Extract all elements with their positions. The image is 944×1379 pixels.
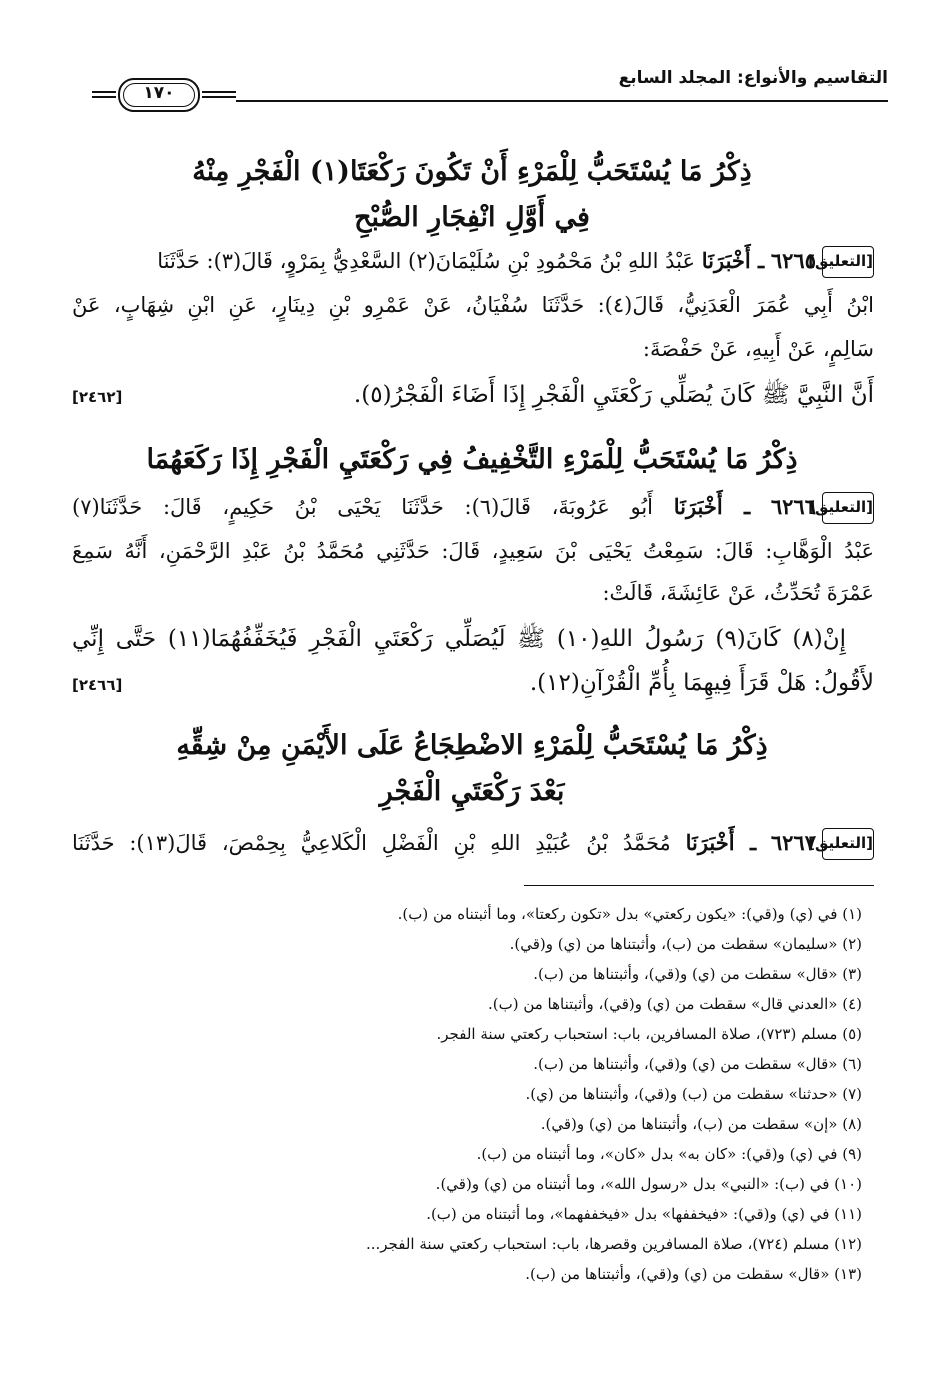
hadith-line <box>72 492 816 522</box>
footnote: (٨) «إن» سقطت من (ب)، وأثبتناها من (ي) و(قي). <box>540 1115 862 1133</box>
chapter-heading: ذِكْرُ مَا يُسْتَحَبُّ لِلْمَرْءِ الاضْطِجَاعُ عَلَى الأَيْمَنِ مِنْ شِقِّهِ <box>176 730 768 761</box>
hadith-number: ٦٢٦٦ <box>770 494 816 519</box>
footnote: (١٣) «قال» سقطت من (ي) و(قي)، وأثبتناها من (ب). <box>525 1265 862 1283</box>
hadith-line <box>72 246 816 276</box>
hadith-line: سَالِمٍ، عَنْ أَبِيهِ، عَنْ حَفْصَةَ: <box>642 337 874 361</box>
hadith-reference: [٢٤٦٢] <box>72 388 123 406</box>
chapter-heading: بَعْدَ رَكْعَتَيِ الْفَجْرِ <box>379 776 565 807</box>
footnote: (١٠) في (ب): «النبي» بدل «رسول الله»، وما أثبتناه من (ي) و(قي). <box>435 1175 862 1193</box>
footnote: (١) في (ي) و(قي): «يكون ركعتي» بدل «تكون ركعتا»، وما أثبتناه من (ب). <box>397 905 862 923</box>
header-rule-double <box>92 91 116 93</box>
hadith-line: عَبْدُ الْوَهَّابِ: قَالَ: سَمِعْتُ يَحْيَى بْنَ سَعِيدٍ، قَالَ: حَدَّثَنِي مُحَمَّدُ بْنُ عَبْدِ الرَّحْمَنِ، أَنَّهُ سَمِعَ <box>72 539 874 563</box>
page-number-frame <box>118 78 200 112</box>
hadith-badge: [التعليق] <box>822 246 874 278</box>
footnote: (٥) مسلم (٧٢٣)، صلاة المسافرين، باب: استحباب ركعتي سنة الفجر. <box>436 1025 862 1043</box>
chapter-heading: ذِكْرُ مَا يُسْتَحَبُّ لِلْمَرْءِ التَّخْفِيفُ فِي رَكْعَتَيِ الْفَجْرِ إِذَا رَكَعَهُمَا <box>146 444 798 475</box>
hadith-matn: لأَقُولُ: هَلْ قَرَأَ فِيهِمَا بِأُمِّ الْقُرْآنِ(١٢). <box>529 670 874 696</box>
footnote: (٧) «حدثنا» سقطت من (ب) و(قي)، وأثبتناها من (ي). <box>525 1085 862 1103</box>
hadith-number: ٦٢٦٥ <box>770 248 816 273</box>
footnote: (٩) في (ي) و(قي): «كان به» بدل «كان»، وما أثبتناه من (ب). <box>476 1145 862 1163</box>
footnote: (٣) «قال» سقطت من (ي) و(قي)، وأثبتناها من (ب). <box>533 965 862 983</box>
running-title: التقاسيم والأنواع: المجلد السابع <box>618 68 888 88</box>
hadith-line: عَمْرَةَ تُحَدِّثُ، عَنْ عَائِشَةَ، قَالَتْ: <box>602 581 874 605</box>
chapter-heading: فِي أَوَّلِ انْفِجَارِ الصُّبْحِ <box>354 202 590 233</box>
hadith-akhbarana: ـ أَخْبَرَنَا <box>673 494 751 519</box>
hadith-matn: إِنْ(٨) كَانَ(٩) رَسُولُ اللهِ(١٠) ﷺ لَيُصَلِّي رَكْعَتَيِ الْفَجْرِ فَيُخَفِّفُهُمَا(١١) حَتَّى إِنِّي <box>72 626 846 652</box>
hadith-line: ابْنُ أَبِي عُمَرَ الْعَدَنِيُّ، قَالَ(٤): حَدَّثَنَا سُفْيَانُ، عَنْ عَمْرِو بْنِ دِينَارٍ، عَنِ ابْنِ شِهَابٍ، عَنْ <box>72 293 874 317</box>
footnote-separator <box>524 885 874 886</box>
footnote: (١١) في (ي) و(قي): «فيخففها» بدل «فيخففهما»، وما أثبتناه من (ب). <box>426 1205 862 1223</box>
hadith-chain-text: عَبْدُ اللهِ بْنُ مَحْمُودِ بْنِ سُلَيْمَانَ(٢) السَّعْدِيُّ بِمَرْوٍ، قَالَ(٣): حَدَّثَنَا <box>157 249 696 273</box>
page-number: ١٧٠ <box>143 83 175 103</box>
header-rule <box>236 100 888 102</box>
hadith-akhbarana: ـ أَخْبَرَنَا <box>685 830 757 855</box>
header-rule-double <box>202 91 236 93</box>
hadith-badge: [التعليق] <box>822 828 874 860</box>
hadith-number: ٦٢٦٧ <box>770 830 816 855</box>
footnote: (١٢) مسلم (٧٢٤)، صلاة المسافرين وقصرها، باب: استحباب ركعتي سنة الفجر... <box>365 1235 862 1253</box>
hadith-line <box>72 828 816 858</box>
footnote: (٤) «العدني قال» سقطت من (ي) و(قي)، وأثبتناها من (ب). <box>487 995 862 1013</box>
hadith-akhbarana: ـ أَخْبَرَنَا <box>701 248 765 273</box>
chapter-heading: ذِكْرُ مَا يُسْتَحَبُّ لِلْمَرْءِ أَنْ تَكُونَ رَكْعَتَا(١) الْفَجْرِ مِنْهُ <box>192 156 752 187</box>
footnote: (٢) «سليمان» سقطت من (ب)، وأثبتناها من (ي) و(قي). <box>509 935 862 953</box>
hadith-matn: أَنَّ النَّبِيَّ ﷺ كَانَ يُصَلِّي رَكْعَتَيِ الْفَجْرِ إِذَا أَضَاءَ الْفَجْرُ(٥). <box>353 382 874 408</box>
footnote: (٦) «قال» سقطت من (ي) و(قي)، وأثبتناها من (ب). <box>533 1055 862 1073</box>
running-header <box>30 60 914 116</box>
hadith-chain-text: مُحَمَّدُ بْنُ عُبَيْدِ اللهِ بْنِ الْفَضْلِ الْكَلاعِيُّ بِحِمْصَ، قَالَ(١٣): حَدَّثَنَا <box>72 831 671 855</box>
hadith-chain-text: أَبُو عَرُوبَةَ، قَالَ(٦): حَدَّثَنَا يَحْيَى بْنُ حَكِيمٍ، قَالَ: حَدَّثَنَا(٧) <box>72 495 653 519</box>
hadith-badge: [التعليق] <box>822 492 874 524</box>
hadith-reference: [٢٤٦٦] <box>72 676 123 694</box>
